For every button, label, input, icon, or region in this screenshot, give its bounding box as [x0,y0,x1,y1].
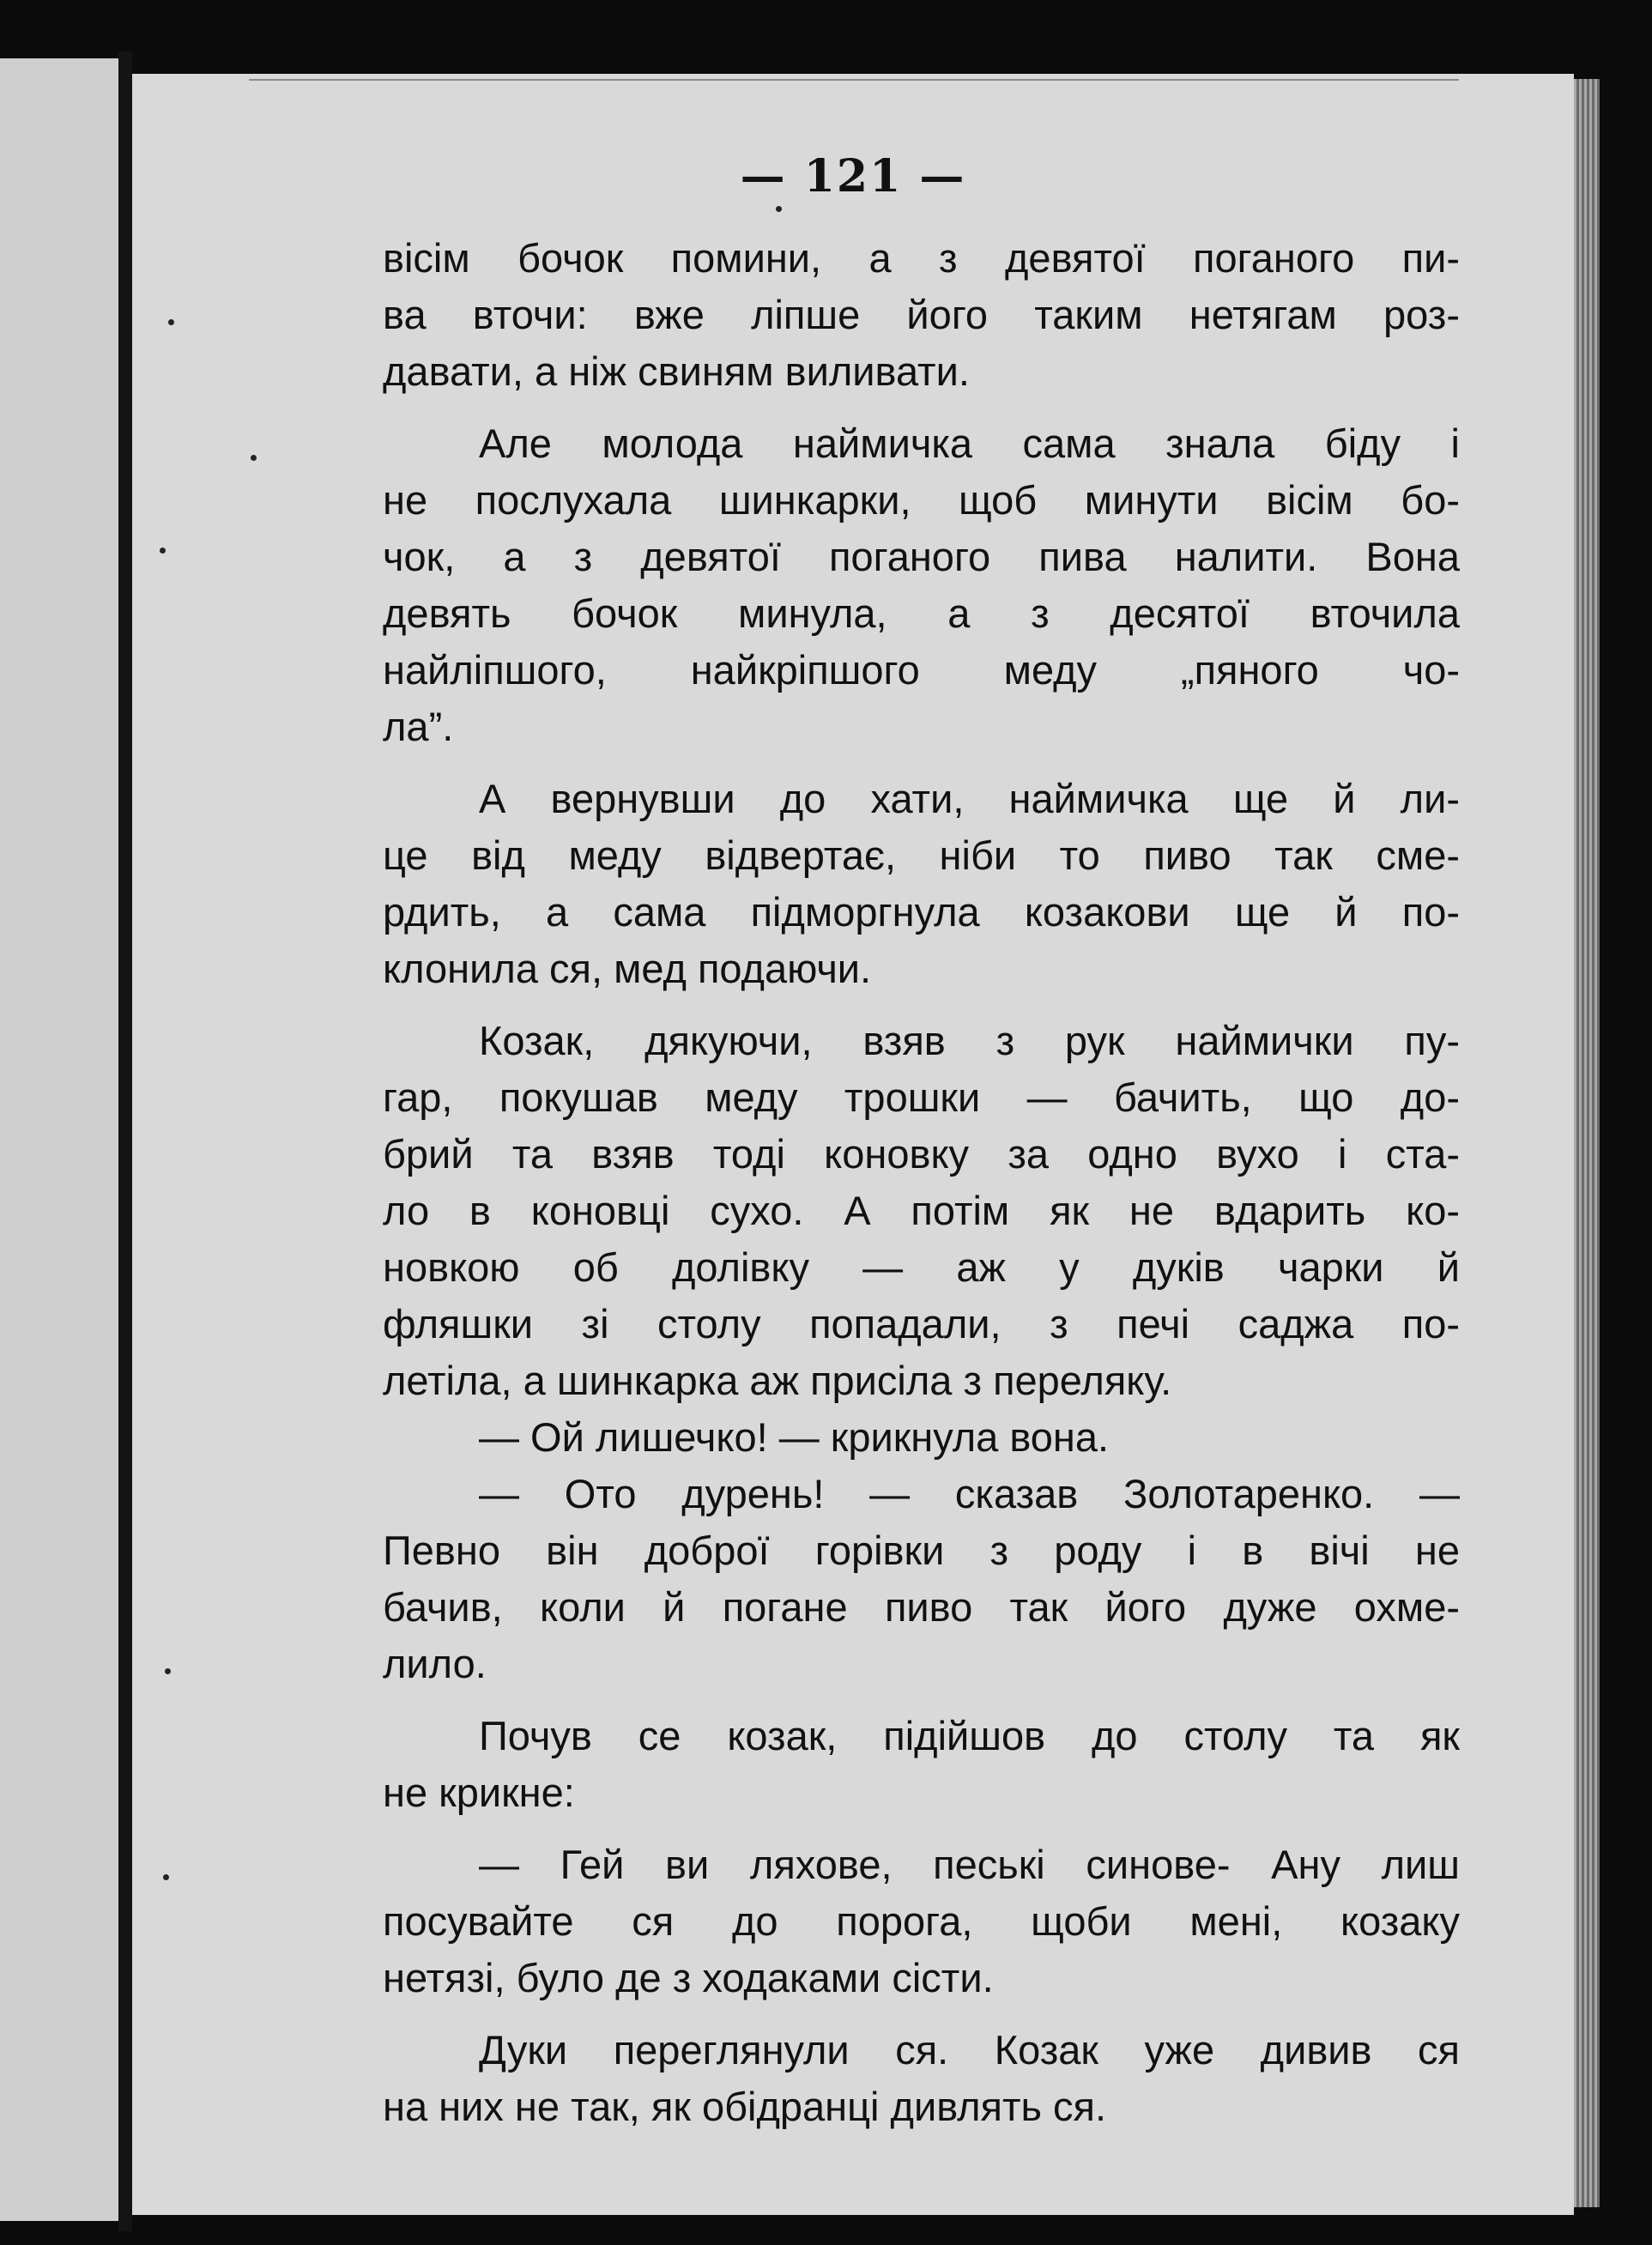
text-line: лило. [383,1641,487,1686]
text-line: летіла, а шинкарка аж присіла з переляку. [383,1358,1172,1403]
text-line: А вернувши до хати, наймичка ще й ли- [479,776,1460,821]
text-line: новкою об долівку — аж у дуків чарки й [383,1244,1460,1290]
page-number: — 121 — [740,150,966,203]
paragraph [383,771,1460,997]
text-line: давати, а ніж свиням виливати. [383,348,970,394]
text-line: ло в коновці сухо. А потім як не вдарить ко- [383,1188,1460,1233]
text-line: Певно він доброї горівки з роду і в вічі не [383,1528,1460,1573]
top-rule [249,79,1459,81]
text-line: найліпшого, найкріпшого меду „пяного чо- [383,647,1460,693]
text-line: це від меду відвертає, ніби то пиво так сме- [383,832,1460,878]
text-line: рдить, а сама підморгнула козакови ще й по- [383,889,1460,935]
paragraph [383,1466,1460,1692]
text-line: Козак, дякуючи, взяв з рук наймички пу- [479,1018,1460,1063]
text-line: — Гей ви ляхове, пеські синове- Ану лиш [479,1842,1460,1887]
text-line: ла”. [383,704,454,749]
text-line: нетязі, було де з ходаками сісти. [383,1955,994,2000]
scan-speck [163,1874,169,1880]
page-body-text [383,230,1460,2135]
text-line: вісім бочок помини, а з девятої поганого пи- [383,235,1460,281]
text-line: Дуки переглянули ся. Козак уже дивив ся [479,2027,1460,2073]
text-line: фляшки зі столу попадали, з печі саджа по- [383,1301,1460,1346]
text-line: чок, а з девятої поганого пива налити. Вона [383,534,1460,579]
paragraph [383,1708,1460,1821]
paragraph [383,1409,1460,1466]
paragraph [383,230,1460,400]
page-stack-edges [1574,79,1600,2207]
text-line: гар, покушав меду трошки — бачить, що до- [383,1074,1460,1120]
text-line: Почув се козак, підійшов до столу та як [479,1713,1460,1758]
scan-speck [251,455,257,461]
scan-speck [165,1668,171,1674]
text-line: ва вточи: вже ліпше його таким нетягам роз- [383,292,1460,337]
scan-speck [160,548,166,554]
text-line: посувайте ся до порога, щоби мені, козаку [383,1898,1460,1944]
paragraph [383,1837,1460,2006]
text-line: Але молода наймичка сама знала біду і [479,421,1460,466]
scan-speck [776,206,782,212]
left-page-edge [0,58,120,2221]
text-line: не послухала шинкарки, щоб минути вісім бо- [383,477,1460,523]
paragraph [383,415,1460,755]
text-line: бачив, коли й погане пиво так його дуже охме- [383,1584,1460,1630]
paragraph [383,2022,1460,2135]
text-line: на них не так, як обідранці дивлять ся. [383,2084,1107,2129]
text-line: брий та взяв тоді коновку за одно вухо і ста- [383,1131,1460,1177]
book-gutter [118,51,132,2231]
text-line: не крикне: [383,1770,575,1815]
text-line: — Ой лишечко! — крикнула вона. [479,1414,1110,1460]
scan-speck [168,319,174,325]
text-line: девять бочок минула, а з десятої вточила [383,590,1460,636]
text-line: — Ото дурень! — сказав Золотаренко. — [479,1471,1460,1516]
text-line: клонила ся, мед подаючи. [383,946,872,991]
paragraph [383,1013,1460,1409]
